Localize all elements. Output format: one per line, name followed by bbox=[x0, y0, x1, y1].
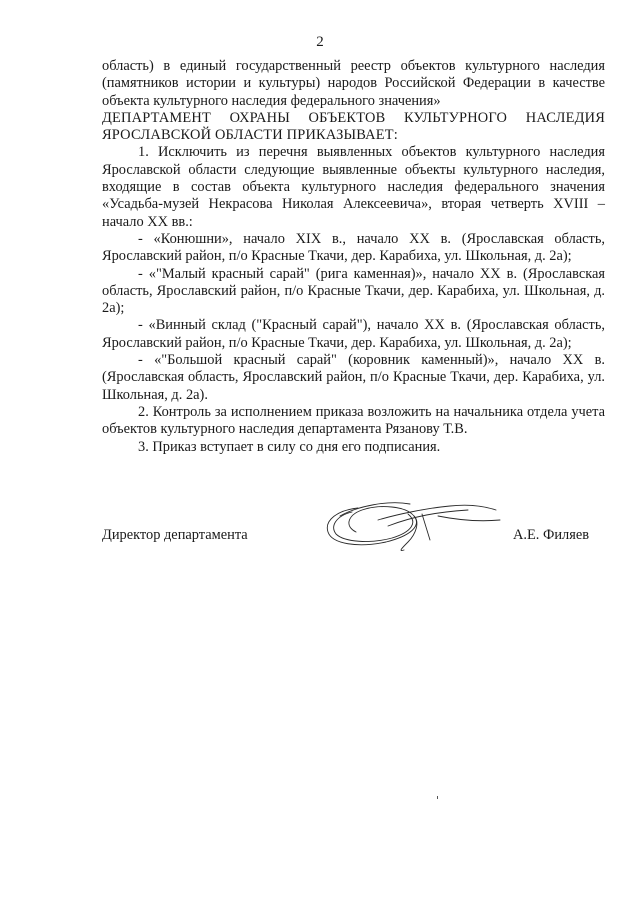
page-number: 2 bbox=[316, 34, 324, 50]
scan-speck bbox=[437, 796, 438, 799]
order-item-2: 2. Контроль за исполнением приказа возложить на начальника отдела учета объектов культурного наследия департамента Рязанову Т.В. bbox=[102, 403, 605, 438]
order-subitem-small-red-barn: - «"Малый красный сарай" (рига каменная)», начало XX в. (Ярославская область, Ярославский район, п/о Красные Ткачи, дер. Карабиха, ул. Школьная, д. 2а); bbox=[102, 265, 605, 317]
intro-paragraph: область) в единый государственный реестр объектов культурного наследия (памятников истории и культуры) народов Российской Федерации в качестве объекта культурного наследия федерального значения» bbox=[102, 58, 605, 109]
signer-position: Директор департамента bbox=[102, 527, 248, 543]
order-item-3: 3. Приказ вступает в силу со дня его подписания. bbox=[138, 438, 441, 455]
order-subitem-wine-warehouse: - «Винный склад ("Красный сарай"), начало XX в. (Ярославская область, Ярославский район, п/о Красные Ткачи, дер. Карабиха, ул. Школьная, д. 2а); bbox=[102, 317, 605, 351]
order-subitem-big-red-barn: - «"Большой красный сарай" (коровник каменный)», начало XX в. (Ярославская область, Ярославский район, п/о Красные Ткачи, дер. Карабиха, ул. Школьная, д. 2а). bbox=[102, 352, 605, 403]
order-subitem-stables: - «Конюшни», начало XIX в., начало XX в. (Ярославская область, Ярославский район, п/о Красные Ткачи, дер. Карабиха, ул. Школьная, д. 2а); bbox=[102, 230, 605, 265]
order-item-1: 1. Исключить из перечня выявленных объектов культурного наследия Ярославской области следующие выявленные объекты культурного наследия, входящие в состав объекта культурного наследия федерального значения «Усадьба-музей Некрасова Николая Алексеевича», вторая четверть XVIII – начало XX вв.: bbox=[102, 144, 605, 230]
signature-block bbox=[102, 527, 605, 547]
decree-heading: ДЕПАРТАМЕНТ ОХРАНЫ ОБЪЕКТОВ КУЛЬТУРНОГО НАСЛЕДИЯ ЯРОСЛАВСКОЙ ОБЛАСТИ ПРИКАЗЫВАЕТ: bbox=[102, 109, 605, 144]
document-body bbox=[102, 58, 605, 456]
signer-name: А.Е. Филяев bbox=[512, 527, 589, 543]
